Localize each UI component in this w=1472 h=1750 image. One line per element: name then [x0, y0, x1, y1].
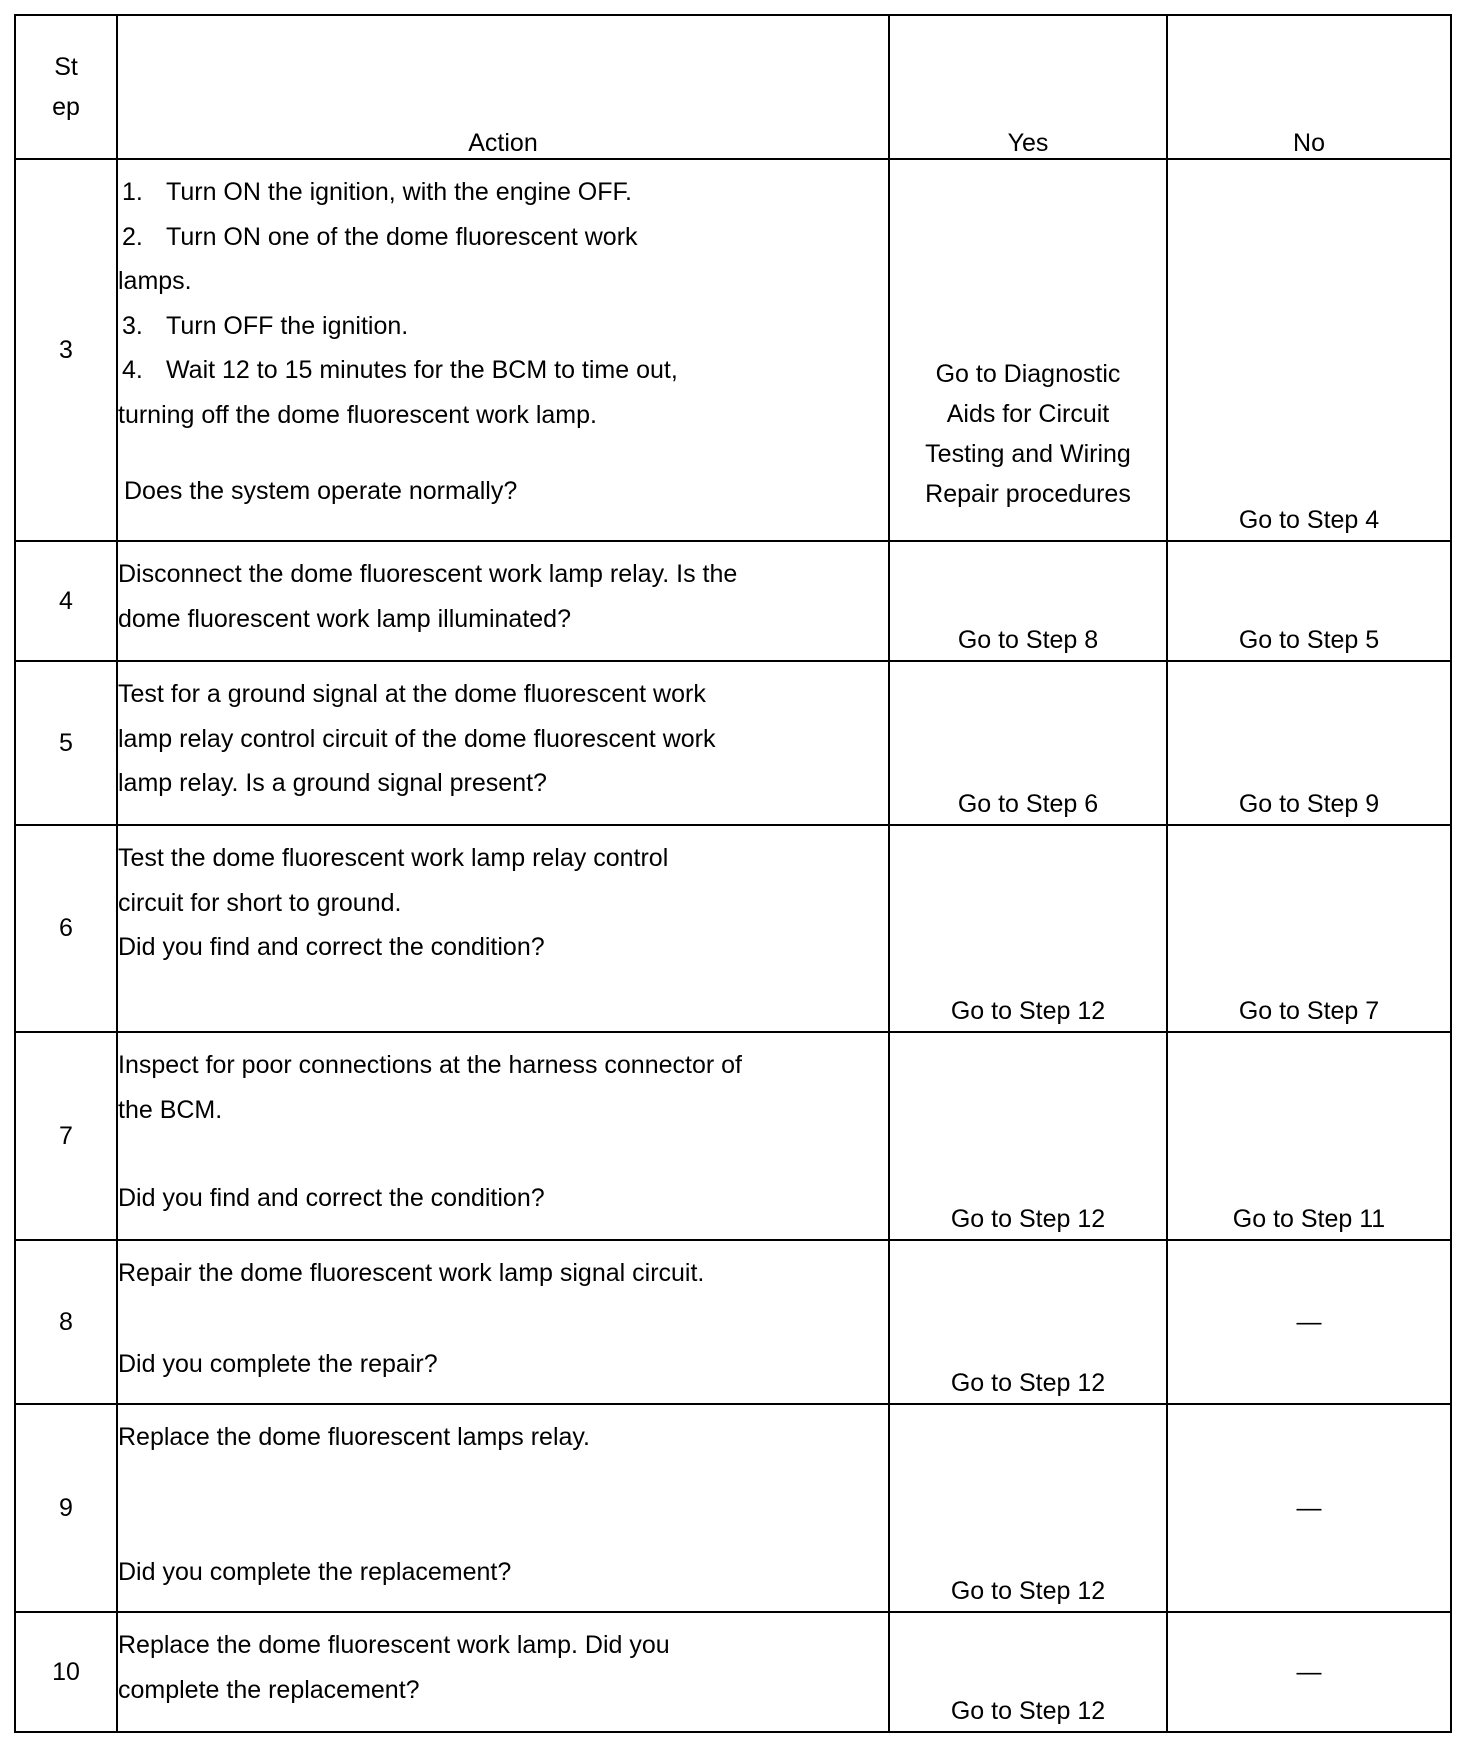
action-list-item: 2. Turn ON one of the dome fluorescent work [122, 222, 638, 251]
table-row [15, 1404, 1451, 1612]
table-row [15, 661, 1451, 825]
action-cell: Replace the dome fluorescent work lamp. Did you complete the replacement? [117, 1612, 889, 1732]
yes-result: Go to Step 12 [889, 825, 1167, 1032]
table-row [15, 1240, 1451, 1404]
no-result: — [1167, 1240, 1451, 1404]
header-yes: Yes [889, 15, 1167, 159]
header-step: St ep [15, 15, 117, 159]
action-cell: Test the dome fluorescent work lamp relay control circuit for short to ground. Did you find and correct the condition? [117, 825, 889, 1032]
table-row [15, 541, 1451, 661]
step-number: 9 [15, 1404, 117, 1612]
step-number: 5 [15, 661, 117, 825]
yes-cell [889, 159, 1167, 541]
step-number: 4 [15, 541, 117, 661]
table-row [15, 1032, 1451, 1240]
action-cell: Replace the dome fluorescent lamps relay. Did you complete the replacement? [117, 1404, 889, 1612]
action-list-item: 3. Turn OFF the ignition. [122, 311, 409, 340]
action-list-continuation: turning off the dome fluorescent work lamp. [118, 400, 597, 429]
no-result: — [1167, 1404, 1451, 1612]
yes-result: Go to Step 6 [889, 661, 1167, 825]
action-question: Did you complete the repair? [118, 1349, 438, 1378]
yes-result: Go to Step 12 [889, 1240, 1167, 1404]
header-action: Action [117, 15, 889, 159]
yes-result: Go to Diagnostic Aids for Circuit Testing and Wiring Repair procedures [925, 360, 1131, 508]
step-number: 10 [15, 1612, 117, 1732]
table-row [15, 1612, 1451, 1732]
no-result: Go to Step 7 [1167, 825, 1451, 1032]
header-no: No [1167, 15, 1451, 159]
header-row [15, 15, 1451, 159]
action-question: Does the system operate normally? [124, 477, 518, 505]
action-list-item: 4. Wait 12 to 15 minutes for the BCM to time out, [122, 356, 678, 384]
action-cell: Test for a ground signal at the dome fluorescent work lamp relay control circuit of the dome fluorescent work lamp relay. Is a ground signal present? [117, 661, 889, 825]
action-question: Did you find and correct the condition? [118, 1184, 545, 1212]
action-question: Did you complete the replacement? [118, 1557, 512, 1586]
no-result: — [1167, 1612, 1451, 1732]
step-number: 3 [15, 159, 117, 541]
no-result: Go to Step 5 [1167, 541, 1451, 661]
step-number: 8 [15, 1240, 117, 1404]
yes-result: Go to Step 12 [889, 1032, 1167, 1240]
action-cell: Disconnect the dome fluorescent work lamp relay. Is the dome fluorescent work lamp illuminated? [117, 541, 889, 661]
yes-result: Go to Step 12 [889, 1404, 1167, 1612]
no-result: Go to Step 4 [1167, 159, 1451, 541]
diagnostic-table [14, 14, 1452, 1733]
action-cell: Inspect for poor connections at the harness connector of the BCM. Did you find and correct the condition? [117, 1032, 889, 1240]
yes-result: Go to Step 8 [889, 541, 1167, 661]
action-list-continuation: lamps. [118, 267, 192, 295]
action-cell [117, 159, 889, 541]
table-row [15, 159, 1451, 541]
step-number: 6 [15, 825, 117, 1032]
table-row [15, 825, 1451, 1032]
action-cell: Repair the dome fluorescent work lamp signal circuit. Did you complete the repair? [117, 1240, 889, 1404]
no-result: Go to Step 11 [1167, 1032, 1451, 1240]
no-result: Go to Step 9 [1167, 661, 1451, 825]
action-list-item: 1. Turn ON the ignition, with the engine OFF. [122, 178, 632, 206]
yes-result: Go to Step 12 [889, 1612, 1167, 1732]
step-number: 7 [15, 1032, 117, 1240]
